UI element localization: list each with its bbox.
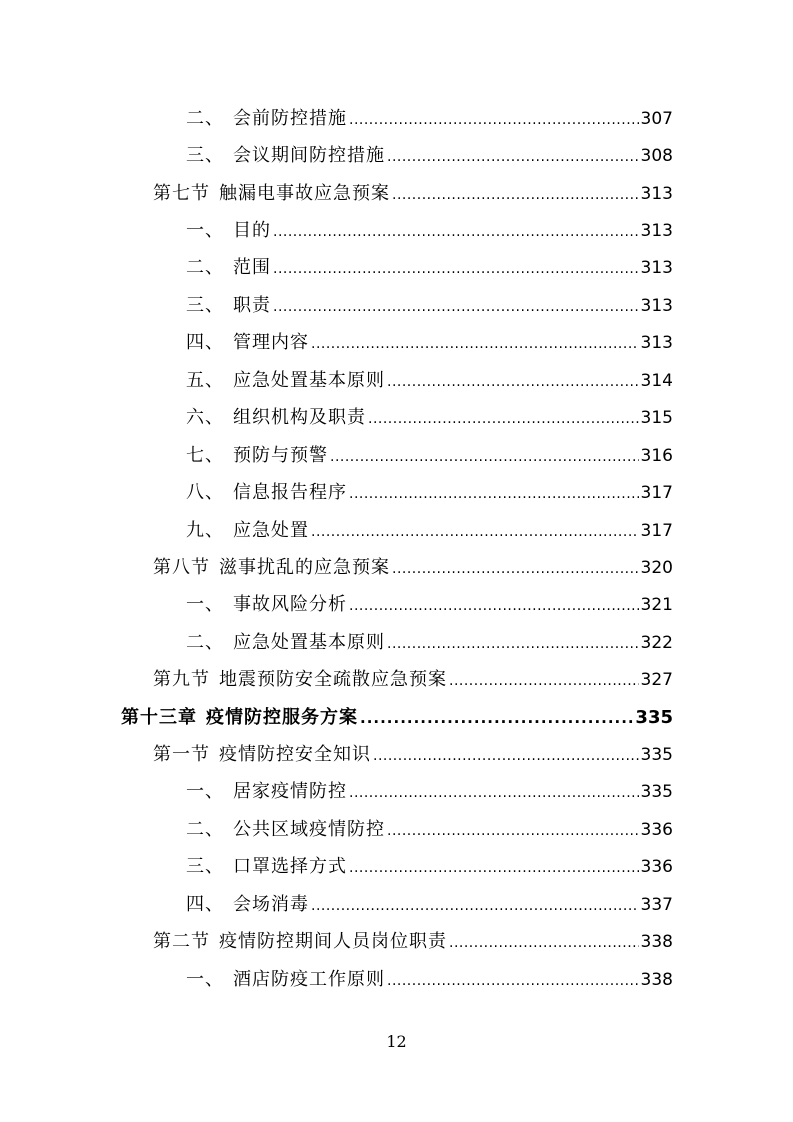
toc-entry[interactable]: [186, 291, 673, 321]
toc-entry-title: 酒店防疫工作原则: [233, 969, 385, 990]
toc-entry-number: 第八节: [153, 557, 210, 578]
toc-entry[interactable]: [186, 216, 673, 246]
toc-entry-title: 范围: [233, 257, 271, 278]
dot-leader: [349, 591, 639, 621]
toc-entry[interactable]: [153, 179, 673, 209]
toc-entry-title: 地震预防安全疏散应急预案: [219, 669, 447, 690]
toc-entry-page: 317: [640, 521, 673, 541]
toc-entry-number: 三、: [186, 295, 224, 316]
dot-leader: [349, 778, 639, 808]
toc-entry[interactable]: [186, 441, 673, 471]
dot-leader: [349, 853, 639, 883]
toc-entry-page: 335: [640, 782, 673, 802]
toc-entry-title: 信息报告程序: [233, 482, 347, 503]
dot-leader: [273, 254, 639, 284]
toc-entry-number: 六、: [186, 407, 224, 428]
dot-leader: [392, 180, 639, 210]
toc-entry-number: 八、: [186, 482, 224, 503]
toc-entry-page: 313: [640, 258, 673, 278]
toc-entry-page: 313: [640, 333, 673, 353]
toc-entry-number: 三、: [186, 145, 224, 166]
toc-entry-title: 应急处置基本原则: [233, 632, 385, 653]
toc-entry-title: 口罩选择方式: [233, 856, 347, 877]
dot-leader: [387, 816, 639, 846]
toc-entry[interactable]: [186, 366, 673, 396]
toc-entry-number: 一、: [186, 594, 224, 615]
toc-entry[interactable]: [186, 516, 673, 546]
toc-entry-page: 315: [640, 408, 673, 428]
dot-leader: [311, 891, 639, 921]
toc-entry-title: 会前防控措施: [233, 108, 347, 129]
dot-leader: [330, 442, 639, 472]
dot-leader: [449, 666, 639, 696]
toc-entry[interactable]: [186, 777, 673, 807]
toc-entry-number: 三、: [186, 856, 224, 877]
toc-entry-page: 338: [640, 970, 673, 990]
dot-leader: [373, 741, 639, 771]
toc-entry[interactable]: [186, 328, 673, 358]
toc-entry-number: 第九节: [153, 669, 210, 690]
toc-entry-title: 事故风险分析: [233, 594, 347, 615]
toc-entry-page: 313: [640, 184, 673, 204]
toc-entry-title: 会场消毒: [233, 894, 309, 915]
dot-leader: [449, 928, 639, 958]
toc-entry-number: 一、: [186, 220, 224, 241]
toc-entry-page: 320: [640, 558, 673, 578]
toc-entry-page: 338: [640, 932, 673, 952]
dot-leader: [349, 479, 639, 509]
toc-entry-page: 313: [640, 221, 673, 241]
toc-entry-page: 314: [640, 371, 673, 391]
toc-entry[interactable]: [153, 553, 673, 583]
toc-entry[interactable]: [186, 403, 673, 433]
toc-entry-page: 335: [640, 745, 673, 765]
toc-entry[interactable]: [186, 478, 673, 508]
toc-entry[interactable]: [186, 815, 673, 845]
toc-entry[interactable]: [153, 740, 673, 770]
toc-entry-page: 321: [640, 595, 673, 615]
toc-entry-title: 会议期间防控措施: [233, 145, 385, 166]
toc-entry-page: 313: [640, 296, 673, 316]
toc-entry-title: 应急处置: [233, 520, 309, 541]
dot-leader: [392, 554, 639, 584]
toc-entry-page: 327: [640, 670, 673, 690]
dot-leader: [273, 217, 639, 247]
toc-entry-page: 308: [640, 146, 673, 166]
toc-entry-title: 公共区域疫情防控: [233, 819, 385, 840]
dot-leader: [387, 142, 639, 172]
dot-leader: [368, 404, 639, 434]
toc-entry[interactable]: [186, 104, 673, 134]
toc-entry-title: 疫情防控期间人员岗位职责: [219, 931, 447, 952]
toc-entry-chapter[interactable]: [121, 703, 673, 733]
dot-leader: [387, 367, 639, 397]
toc-entry-title: 目的: [233, 220, 271, 241]
toc-entry-title: 触漏电事故应急预案: [219, 183, 390, 204]
dot-leader: [311, 517, 639, 547]
toc-entry-number: 四、: [186, 332, 224, 353]
toc-entry-page: 316: [640, 446, 673, 466]
toc-entry-number: 一、: [186, 781, 224, 802]
toc-entry[interactable]: [153, 665, 673, 695]
toc-entry-page: 336: [640, 857, 673, 877]
toc-entry-page: 307: [640, 109, 673, 129]
toc-entry[interactable]: [186, 141, 673, 171]
toc-entry[interactable]: [186, 253, 673, 283]
toc-entry-title: 滋事扰乱的应急预案: [219, 557, 390, 578]
toc-entry-number: 一、: [186, 969, 224, 990]
toc-entry-number: 第一节: [153, 744, 210, 765]
toc-entry-number: 五、: [186, 370, 224, 391]
dot-leader: [360, 703, 633, 733]
toc-entry-page: 317: [640, 483, 673, 503]
toc-entry-page: 337: [640, 895, 673, 915]
toc-entry-number: 七、: [186, 445, 224, 466]
toc-entry-number: 二、: [186, 108, 224, 129]
toc-entry[interactable]: [186, 590, 673, 620]
toc-entry-number: 第七节: [153, 183, 210, 204]
toc-entry-page: 336: [640, 820, 673, 840]
toc-entry-title: 预防与预警: [233, 445, 328, 466]
toc-entry-number: 二、: [186, 819, 224, 840]
dot-leader: [387, 966, 639, 996]
toc-entry[interactable]: [186, 965, 673, 995]
toc-entry-title: 组织机构及职责: [233, 407, 366, 428]
toc-entry-page: 335: [635, 707, 673, 728]
toc-entry[interactable]: [153, 927, 673, 957]
toc-entry-page: 322: [640, 633, 673, 653]
toc-entry[interactable]: [186, 628, 673, 658]
toc-entry-number: 四、: [186, 894, 224, 915]
toc-entry-title: 疫情防控安全知识: [219, 744, 371, 765]
toc-entry-number: 第十三章: [121, 707, 197, 728]
dot-leader: [349, 105, 639, 135]
toc-entry[interactable]: [186, 890, 673, 920]
toc-entry-title: 管理内容: [233, 332, 309, 353]
toc-entry-number: 二、: [186, 257, 224, 278]
toc-entry-title: 职责: [233, 295, 271, 316]
toc-entry-title: 疫情防控服务方案: [206, 707, 358, 728]
toc-entry[interactable]: [186, 852, 673, 882]
toc-entry-title: 应急处置基本原则: [233, 370, 385, 391]
dot-leader: [387, 629, 639, 659]
dot-leader: [273, 292, 639, 322]
toc-entry-number: 九、: [186, 520, 224, 541]
toc-entry-number: 第二节: [153, 931, 210, 952]
toc-entry-title: 居家疫情防控: [233, 781, 347, 802]
page-number: 12: [386, 1032, 407, 1051]
dot-leader: [311, 329, 639, 359]
toc-entry-number: 二、: [186, 632, 224, 653]
